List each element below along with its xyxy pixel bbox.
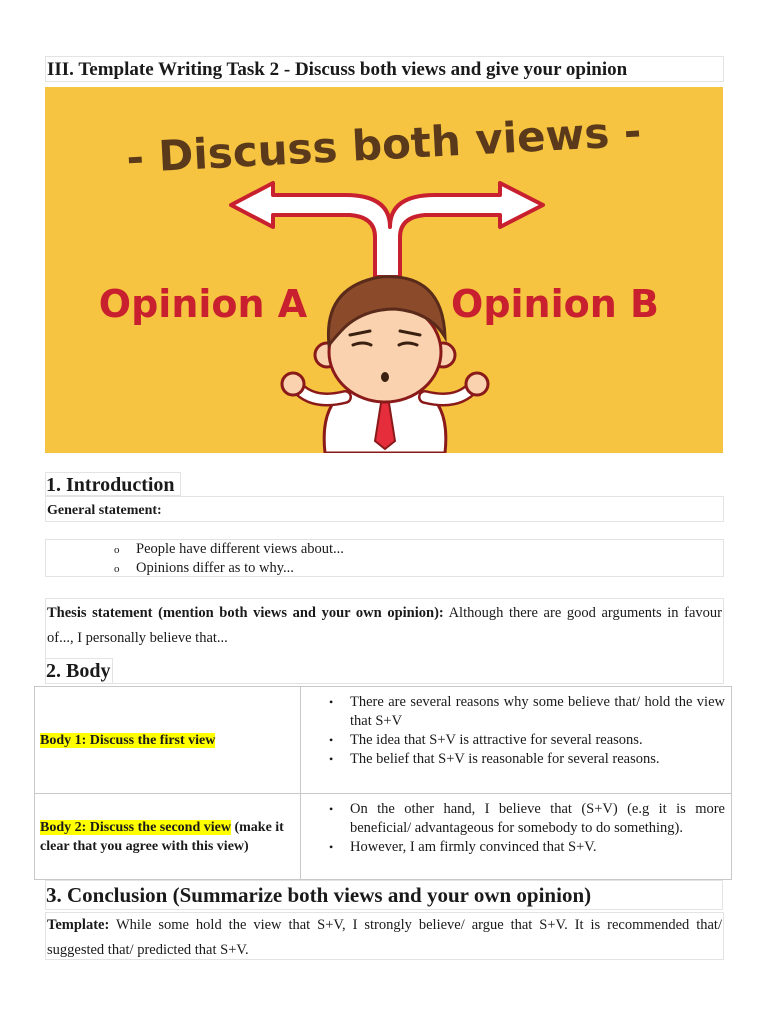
body-1-points — [302, 687, 731, 793]
body-2-label — [35, 794, 301, 879]
list-item — [114, 540, 344, 560]
table-row — [35, 794, 731, 879]
banner-artwork — [45, 87, 723, 453]
body-table — [34, 686, 732, 880]
body-heading: 2. Body — [45, 658, 113, 684]
introduction-heading: 1. Introduction — [45, 472, 181, 496]
opinion-b-label: Opinion B — [451, 282, 659, 326]
body-1-label — [35, 687, 301, 793]
discuss-both-views-illustration — [45, 87, 723, 453]
introduction-list — [45, 539, 724, 577]
list-item: • The belief that S+V is reasonable for several reasons. — [329, 750, 725, 769]
thesis-text: Although there are good arguments in favour of..., I personally believe that... — [47, 605, 722, 646]
list-item: • However, I am firmly convinced that S+V. — [329, 838, 725, 857]
circle-bullet-icon: o — [114, 563, 120, 575]
general-statement-label: General statement: — [45, 496, 724, 522]
conclusion-template — [45, 912, 724, 960]
template-text: While some hold the view that S+V, I strongly believe/ argue that S+V. It is recommended that/ suggested that/ predicted that S+V. — [47, 917, 722, 958]
banner-heading: - Discuss both views - — [125, 106, 643, 183]
circle-bullet-icon: o — [114, 544, 120, 556]
body-2-highlight: Body 2: Discuss the second view — [40, 819, 231, 835]
split-arrow-icon — [231, 183, 543, 277]
list-item — [114, 559, 294, 579]
template-label: Template: — [47, 917, 110, 933]
list-item: • There are several reasons why some believe that/ hold the view that S+V — [329, 693, 725, 731]
body-1-highlight: Body 1: Discuss the first view — [40, 732, 216, 748]
list-item: • On the other hand, I believe that (S+V) (e.g it is more beneficial/ advantageous for somebody to do something). — [329, 800, 725, 838]
table-row — [35, 687, 731, 794]
opinion-a-label: Opinion A — [98, 282, 308, 326]
thesis-label: Thesis statement (mention both views and your own opinion): — [47, 605, 444, 621]
list-item-text: Opinions differ as to why... — [136, 560, 294, 576]
body-2-points — [302, 794, 731, 879]
list-item: • The idea that S+V is attractive for several reasons. — [329, 731, 725, 750]
page-title: III. Template Writing Task 2 - Discuss both views and give your opinion — [45, 56, 724, 82]
thesis-statement — [45, 598, 724, 684]
conclusion-heading: 3. Conclusion (Summarize both views and your own opinion) — [45, 880, 723, 910]
body-2-label-rest: (make it clear that you agree with this view) — [40, 819, 284, 854]
list-item-text: People have different views about... — [136, 541, 344, 557]
